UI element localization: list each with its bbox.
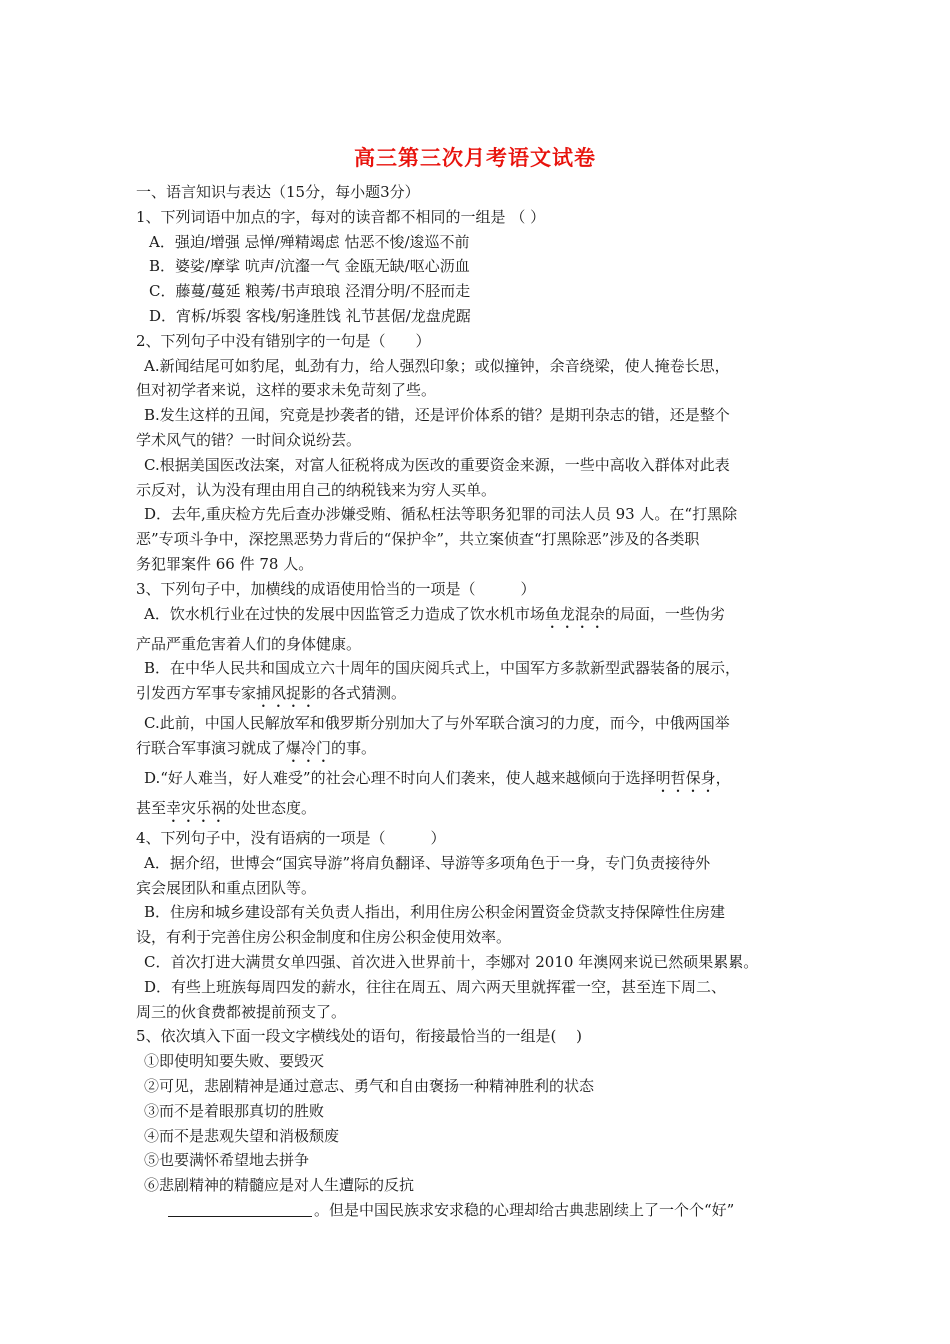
- question-5-item: ⑤也要满怀希望地去拼争: [144, 1151, 310, 1170]
- idiom-marked: 捕风捉影: [256, 684, 317, 703]
- question-3-line: 引发西方军事专家捕风捉影的各式猜测。: [136, 684, 407, 703]
- question-3-option-a: A．饮水机行业在过快的发展中因监管乏力造成了饮水机市场鱼龙混杂的局面，一些伪劣: [144, 604, 725, 623]
- question-5-passage: 。但是中国民族求安求稳的心理却给古典悲剧续上了一个个“好”: [136, 1198, 826, 1223]
- question-3-line: 行联合军事演习就成了爆冷门的事。: [136, 738, 377, 757]
- section-heading: 一、语言知识与表达（15分，每小题3分）: [136, 183, 420, 201]
- question-5-item: ①即使明知要失败、要毁灭: [144, 1052, 325, 1071]
- question-4-line: D．有些上班族每周四发的薪水，往往在周五、周六两天里就挥霍一空，甚至连下周二、: [144, 977, 727, 996]
- question-1-stem: 1、下列词语中加点的字，每对的读音都不相同的一组是 （ ）: [136, 207, 546, 226]
- question-2-line: A.新闻结尾可如豹尾，虬劲有力，给人强烈印象；或似撞钟，余音绕梁，使人掩卷长思，: [144, 356, 730, 375]
- question-3-stem: 3、下列句子中，加横线的成语使用恰当的一项是（ ）: [136, 579, 536, 598]
- question-3-option-c: C.此前，中国人民解放军和俄罗斯分别加大了与外军联合演习的力度，而今，中俄两国举: [144, 714, 730, 733]
- question-3-line: 甚至幸灾乐祸的处世态度。: [136, 798, 317, 817]
- question-2-line: 务犯罪案件 66 件 78 人。: [136, 554, 314, 573]
- question-4-line: 设，有利于完善住房公积金制度和住房公积金使用效率。: [136, 928, 512, 947]
- question-2-line: B.发生这样的丑闻，究竟是抄袭者的错，还是评价体系的错？是期刊杂志的错，还是整个: [144, 406, 730, 425]
- idiom-marked: 爆冷门: [286, 738, 332, 757]
- question-2-line: 示反对，认为没有理由用自己的纳税钱来为穷人买单。: [136, 480, 497, 499]
- idiom-marked: 幸灾乐祸: [166, 798, 227, 817]
- question-2-line: 恶”专项斗争中，深挖黑恶势力背后的“保护伞”，共立案侦查“打黑除恶”涉及的各类职: [136, 530, 700, 549]
- question-2-line: 学术风气的错？一时间众说纷芸。: [136, 430, 362, 449]
- question-5-item: ⑥悲剧精神的精髓应是对人生遭际的反抗: [144, 1176, 415, 1195]
- question-5-stem: 5、依次填入下面一段文字横线处的语句，衔接最恰当的一组是( ): [136, 1027, 583, 1046]
- question-4-line: A．据介绍，世博会“国宾导游”将肩负翻译、导游等多项角色于一身，专门负责接待外: [144, 853, 711, 872]
- question-3-option-b: B．在中华人民共和国成立六十周年的国庆阅兵式上，中国军方多款新型武器装备的展示，: [144, 659, 741, 678]
- question-4-line: 周三的伙食费都被提前预支了。: [136, 1002, 347, 1021]
- question-2-line: 但对初学者来说，这样的要求未免苛刻了些。: [136, 381, 437, 400]
- question-4-stem: 4、下列句子中，没有语病的一项是（ ）: [136, 828, 446, 847]
- question-5-item: ④而不是悲观失望和消极颓废: [144, 1126, 340, 1145]
- question-2-line: C.根据美国医改法案，对富人征税将成为医改的重要资金来源，一些中高收入群体对此表: [144, 455, 730, 474]
- question-2-stem: 2、下列句子中没有错别字的一句是（ ）: [136, 331, 431, 350]
- idiom-marked: 鱼龙混杂: [544, 604, 605, 623]
- answer-blank[interactable]: [168, 1200, 312, 1217]
- question-1-option-c: C．藤蔓/蔓延 粮莠/书声琅琅 泾渭分明/不胫而走: [149, 282, 471, 301]
- question-5-item: ③而不是着眼那真切的胜败: [144, 1101, 325, 1120]
- question-3-line: 产品严重危害着人们的身体健康。: [136, 634, 362, 653]
- question-1-option-b: B．婆娑/摩挲 吭声/沆瀣一气 金瓯无缺/呕心沥血: [149, 257, 470, 276]
- question-4-line: 宾会展团队和重点团队等。: [136, 878, 317, 897]
- question-4-line: C．首次打进大满贯女单四强、首次进入世界前十，李娜对 2010 年澳网来说已然硕果累累。: [144, 952, 759, 971]
- question-4-line: B．住房和城乡建设部有关负责人指出，利用住房公积金闲置资金贷款支持保障性住房建: [144, 903, 726, 922]
- question-3-option-d: D.“好人难当，好人难受”的社会心理不时向人们袭来，使人越来越倾向于选择明哲保身，: [144, 768, 731, 787]
- question-5-item: ②可见，悲剧精神是通过意志、勇气和自由褒扬一种精神胜利的状态: [144, 1076, 595, 1095]
- question-1-option-d: D．宵柝/坼裂 客栈/躬逢胜饯 礼节甚倨/龙盘虎踞: [149, 306, 471, 325]
- question-2-line: D．去年,重庆检方先后查办涉嫌受贿、循私枉法等职务犯罪的司法人员 93 人。在“打黑除: [144, 505, 738, 524]
- question-1-option-a: A．强迫/增强 忌惮/殚精竭虑 怙恶不悛/逡巡不前: [149, 232, 470, 251]
- exam-content: [136, 180, 826, 1223]
- page-title: 高三第三次月考语文试卷: [354, 145, 596, 170]
- idiom-marked: 明哲保身: [655, 768, 716, 787]
